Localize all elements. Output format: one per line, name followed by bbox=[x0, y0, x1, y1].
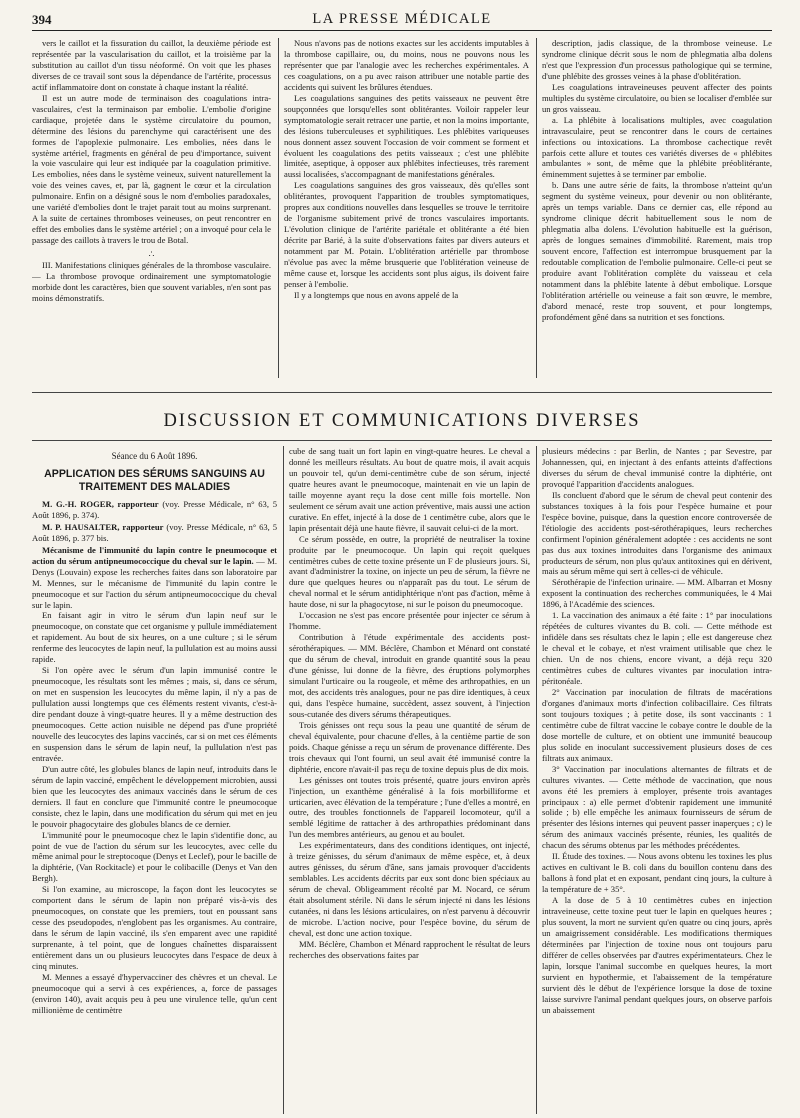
paragraph: vers le caillot et la fissuration du caillot, la deuxième période est représentée par la vascularisation du caillot, et la troisième par la substitution au caillot d'un tissu néoformé. On voit que les phases diverses de ce travail sont sous la dépendance de l'artérite, processus actif inflammatoire dont on constate à chaque instant la réalité. bbox=[32, 38, 271, 92]
paragraph: D'un autre côté, les globules blancs de lapin neuf, introduits dans le sérum de lapin vacciné, empêchent le développement microbien, aussi bien que les leucocytes des animaux vaccinés dans le sérum de ces derniers. Il faut en conclure que l'immunité contre le pneumocoque consiste, chez le lapin, dans une modification du sérum qui met en jeu le pouvoir phagocytaire des globules blancs de ce dernier. bbox=[32, 763, 277, 829]
page-number: 394 bbox=[32, 12, 52, 27]
paragraph: description, jadis classique, de la thrombose veineuse. Le syndrome clinique décrit sous le nom de phlegmatia alba dolens n'est que l'expression d'un processus pathologique qui se termine, d'une phlébite des grosses veines à la phase d'oblitération. bbox=[542, 38, 772, 81]
paragraph: III. Manifestations cliniques générales de la thrombose vasculaire. — La thrombose provoque ordinairement une symptomatologie morbide dont les caractères, bien que souvent variables, n'en sont pas moins démonstratifs. bbox=[32, 260, 271, 303]
separator-dots: ∴ bbox=[148, 249, 155, 260]
paragraph: En faisant agir in vitro le sérum d'un lapin neuf sur le pneumocoque, on constate que cet organisme y pullule immédiatement et rapidement. Au bout de six heures, on a une culture ; si le sérum renferme des leucocytes de lapin neuf, la pullulation est au moins aussi rapide. bbox=[32, 610, 277, 665]
top-column-2 bbox=[284, 38, 529, 380]
section-divider bbox=[32, 392, 772, 393]
paragraph: L'immunité pour le pneumocoque chez le lapin s'identifie donc, au point de vue de l'action du sérum sur les leucocytes, avec celle du même animal pour le streptocoque (Denys et Leclef), pour le bacille de la diphtérie, (Van Rockitacle) et pour le colibacille (Denys et Van den Bergh). bbox=[32, 829, 277, 884]
paragraph: b. Dans une autre série de faits, la thrombose n'atteint qu'un segment du système veineux, pour devenir ou non oblitérante, après un temps variable. Dans ce dernier cas, elle répond au syndrome clinique décrit habituellement sous le nom de phlegmatia alba dolens. L'évolution habituelle est la guérison, après de longues semaines d'immobilité. Rarement, mais trop souvent encore, l'affection est interrompue brusquement par la redoutable complication de l'embolie pulmonaire. Celle-ci peut se produire avant l'oblitération complète du vaisseau et cela notamment dans la phlébite latente à début embolique. Lorsque l'oblitération artérielle ou veineuse a fait son œuvre, le membre, d'abord menacé, reste trop souvent, et pour longtemps, profondément gêné dans sa nutrition et ses fonctions. bbox=[542, 180, 772, 322]
seance-date: Séance du 6 Août 1896. bbox=[111, 451, 198, 461]
bottom-column-2 bbox=[289, 446, 530, 1114]
paragraph: Il y a longtemps que nous en avons appelé de la bbox=[294, 289, 459, 300]
paragraph: MM. Béclère, Chambon et Ménard rapprochent le résultat de leurs recherches des observations faites par bbox=[289, 938, 530, 960]
paragraph: plusieurs médecins : par Berlin, de Nantes ; par Sevestre, par Johannessen, qui, en injectant à des enfants atteints d'affections diverses du sérum de cheval immunisé contre la diphtérie, ont provoqué l'apparition d'accidents analogues. bbox=[542, 446, 772, 489]
paragraph: Nous n'avons pas de notions exactes sur les accidents imputables à la thrombose capillaire, ou, du moins, nous ne pouvons nous les représenter que par l'analogie avec les recherches expérimentales. A ces coagulations, on a pu avec raison attribuer une notable partie des accidents qui suivent les brûlures étendues. bbox=[284, 38, 529, 92]
rapporteur-line bbox=[32, 522, 277, 544]
paragraph: Les coagulations sanguines des petits vaisseaux ne peuvent être soupçonnées que lorsqu'elles sont oblitérantes. Voiloir rappeler leur symptomatologie serait retracer une partie, et non la moins importante, des lésions tuberculeuses et syphilitiques. Les phlébites variqueuses nous donnent assez souvent l'occasion de voir comment se forment et évoluent les coagulations des petits vaisseaux ; c'est une phlébite limitée, aseptique, à opposer aux phlébites infectieuses, très rarement aussi localisées, s'accompagnant de manifestations générales. bbox=[284, 92, 529, 180]
rapporteur-name: M. G.-H. ROGER, rapporteur bbox=[42, 498, 159, 509]
paragraph: Ce sérum possède, en outre, la propriété de neutraliser la toxine produite par le pneumocoque. Un lapin qui reçoit quelques centimètres cubes de cette toxine présente un F de plusieurs jours. Si, avant d'administrer la toxine, on injecte un peu de sérum, la fièvre ne dure que quelques heures ou n'apparaît pas du tout. Le sérum de cheval normal et le sérum antidiphtérique n'ont pas d'action, même à haute dose, ni sur la phagocytose, ni sur le poison du pneumocoque. bbox=[289, 533, 530, 610]
paragraph: 3° Vaccination par inoculations alternantes de filtrats et de cultures vivantes. — Cette méthode de vaccination, que nous avons été les premiers à employer, présente trois avantages principaux : a) elle permet d'obtenir rapidement une immunité solide ; b) elle empêche les animaux fournisseurs de sérum de présenter des lésions internes qui peuvent passer inaperçues ; c) le sérum des animaux vaccinés présente, réunies, les qualités de chacun des sérums obtenus par les méthodes précédentes. bbox=[542, 763, 772, 851]
paragraph: Les génisses ont toutes trois présenté, quatre jours environ après l'injection, un exanthème généralisé à la fois morbilliforme et urticarien, avec élévation de la température ; l'une d'elles a montré, en outre, des troubles fonctionnels de l'appareil locomoteur, qu'il a semblé légitime de rattacher à des arthropathies prédominant dans l'un des membres antérieurs, au genou et au boulet. bbox=[289, 774, 530, 840]
paragraph: cube de sang tuait un fort lapin en vingt-quatre heures. Le cheval a donné les meilleurs résultats. Au bout de quatre mois, il avait acquis un pouvoir tel, qu'un demi-centimètre cube de son sérum, injecté quatre heures avant le pneumocoque, maintenait en vie un lapin de taille moyenne ayant reçu la dose cent mille fois mortelle. Non seulement ce sérum avait une action préventive, mais aussi une action curative. En effet, injecté à la dose de 1 centimètre cube, alors que le lapin présentait déjà une haute fièvre, il sauvait celui-ci de la mort. bbox=[289, 446, 530, 533]
bottom-column-3 bbox=[542, 446, 772, 1114]
section-divider bbox=[32, 440, 772, 441]
paragraph: Les coagulations sanguines des gros vaisseaux, dès qu'elles sont oblitérantes, provoquent l'apparition de troubles symptomatiques, propres aux conditions nouvelles dans lesquelles se trouve le territoire de l'organisme subitement privé de troncs vasculaires importants. L'évolution clinique de l'artérite pariétale et oblitérante a été bien décrite par Barié, à la suite d'observations faites par divers auteurs et notamment par M. Potain. L'oblitération artérielle par thrombose n'évolue pas avec la même brusquerie que l'oblitération veineuse de même cause et, lorsque les accidents sont plus aigus, ils doivent faire penser à l'embolie. bbox=[284, 180, 529, 289]
paragraph: M. Mennes a essayé d'hypervacciner des chèvres et un cheval. Le pneumocoque qui a servi à ces expériences, a, force de passages (environ 140), avait acquis peu à peu une virulence telle, qu'un cent millionième de centimètre bbox=[32, 971, 277, 1015]
bottom-column-1 bbox=[32, 446, 277, 1114]
communication-title: Mécanisme de l'immunité du lapin contre le pneumocoque et action du sérum antipneumococcique du cheval sur le lapin. bbox=[32, 544, 277, 566]
paragraph: Les expérimentateurs, dans des conditions identiques, ont injecté, à treize génisses, du sérum d'animaux de même espèce, et, à deux autres génisses, du sérum d'âne, sans jamais provoquer d'accidents semblables. Les accidents décrits par eux sont donc bien spéciaux au sérum de cheval. Obligeamment récolté par M. Nocard, ce sérum était absolument stérile. Ni dans le sérum injecté ni dans les lésions cutanées, ni dans les lésions articulaires, on n'est parvenu à découvrir de microbe. L'action nocive, pour l'espèce bovine, du sérum de cheval, est donc une action toxique. bbox=[289, 840, 530, 938]
column-divider bbox=[536, 446, 537, 1114]
paragraph: Ils concluent d'abord que le sérum de cheval peut contenir des substances toxiques à la fois pour l'espèce humaine et pour l'espèce bovine, puisque, dans la question encore controversée de l'étiologie des accidents post-sérothérapiques, leurs recherches confirment l'opinion généralement adoptée : ces accidents ne sont pas dus aux toxines introduites dans l'organisme des animaux producteurs de sérum, non plus qu'aux antitoxines qui en dérivent, mais au sérum même qui sert à celles-ci de véhicule. bbox=[542, 489, 772, 577]
session-heading: APPLICATION DES SÉRUMS SANGUINS AU TRAITEMENT DES MALADIES bbox=[44, 467, 265, 493]
column-divider bbox=[278, 38, 279, 378]
paragraph bbox=[32, 545, 277, 611]
paragraph: 1. La vaccination des animaux a été faite : 1° par inoculations répétées de cultures vivantes du B. coli. — Cette méthode est infidèle dans ses résultats chez le lapin ; elle est dangereuse chez le cheval et le cobaye, et n'est vraiment utilisable que chez le chien. Un de nos chiens, encore vivant, a déjà reçu 320 centimètres cubes de cultures vivantes par inoculation intra-péritonéale. bbox=[542, 610, 772, 687]
paragraph: a. La phlébite à localisations multiples, avec coagulation intravasculaire, peut se rencontrer dans le cours de certaines infections ou intoxications. La thrombose cachectique revêt parfois cette allure et toutes ces variétés diverses de « phlébites ambulantes » sont, de même que la phlébite préoblitérante, éminemment sujettes à se terminer par embolie. bbox=[542, 114, 772, 180]
journal-title: LA PRESSE MÉDICALE bbox=[312, 11, 492, 27]
paragraph: Sérothérapie de l'infection urinaire. — MM. Albarran et Mosny exposent la continuation des recherches communiquées, le 4 Mai 1896, à l'Académie des sciences. bbox=[542, 577, 772, 610]
paragraph: Si l'on opère avec le sérum d'un lapin immunisé contre le pneumocoque, les résultats sont les mêmes ; mais, si, dans ce sérum, on met en suspension les leucocytes du même lapin, il n'y a pas de pullulation aussi longtemps que ces éléments restent vivants, c'est-à-dire pendant douze à vingt-quatre heures. Il y a même destruction des pneumocoques. Cette action nuisible ne dépend pas d'une propriété nouvelle des leucocytes des lapins vaccinés, car si on met ces éléments en suspension dans le sérum de lapin neuf, la pullulation n'est pas entravée. bbox=[32, 665, 277, 763]
rapporteur-reference: (voy. Presse Médicale, n° 63, 5 Août 1896, p. 377 bis. bbox=[32, 521, 277, 543]
column-divider bbox=[283, 446, 284, 1114]
rapporteur-line bbox=[32, 499, 277, 521]
paragraph: Les coagulations intraveineuses peuvent affecter des points multiples du système circulatoire, ou bien se localiser d'emblée sur un gros vaisseau. bbox=[542, 81, 772, 114]
paragraph: A la dose de 5 à 10 centimètres cubes en injection intraveineuse, cette toxine peut tuer le lapin en quelques heures ; plus souvent, la mort ne survient qu'en quatre ou cinq jours, après un amaigrissement considérable. Les modifications thermiques déterminées par l'injection de toxine nous ont toujours paru différer de celles observées par d'autres expérimentateurs. Chez le lapin, lorsque l'animal succombe en quelques heures, la mort survient en hypothermie, et l'abaissement de la température survient dès le début de l'expérience lorsque la dose de toxine laisse survivre l'animal pendant quelques jours, on observe parfois un abaissement bbox=[542, 895, 772, 1015]
paragraph: Il est un autre mode de terminaison des coagulations intra-vasculaires, c'est la terminaison par embolie. L'embolie d'origine cardiaque, projetée dans le système circulatoire du poumon, détermine des lésions du parenchyme qui caractérisent une des formes de l'apoplexie pulmonaire. Les embolies, nées dans le système artériel, fragments en général de peu d'importance, suivent la voie vasculaire qui leur est indiquée par la coagulation primitive. Les embolies, nées dans le système veineux, suivent naturellement la voie des veines caves, et, par là, gagnent le cœur et la circulation pulmonaire. Enfin on a désigné sous le nom d'embolies paradoxales, une variété d'embolies dont le trajet parait tout au moins surprenant. A la suite de certaines thromboses veineuses, on peut rencontrer en effet des embolies dans le système artériel ; on a invoqué pour cela le passage des caillots à travers le trou de Botal. bbox=[32, 92, 271, 246]
paragraph: Trois génisses ont reçu sous la peau une quantité de sérum de cheval équivalente, pour chacune d'elles, à la centième partie de son poids. Chaque génisse a reçu un sérum de provenance différente. Des trois chevaux qui l'ont fourni, un seul avait été immunisé contre la diphtérie, encore n'avait-il pas reçu de toxine depuis plus de dix mois. bbox=[289, 719, 530, 774]
rapporteur-name: M. P. HAUSALTER, rapporteur bbox=[42, 521, 164, 532]
paragraph: L'occasion ne s'est pas encore présentée pour injecter ce sérum à l'homme. bbox=[289, 610, 530, 632]
column-divider bbox=[536, 38, 537, 378]
communication-text: — M. Denys (Louvain) expose les recherches faites dans son laboratoire par M. Mennes, sur le mécanisme de l'immunité du lapin contre le pneumocoque et sur l'action du sérum antipneumococcique du cheval sur le lapin. bbox=[32, 555, 277, 610]
section-title: DISCUSSION ET COMMUNICATIONS DIVERSES bbox=[163, 411, 641, 431]
paragraph: Contribution à l'étude expérimentale des accidents post-sérothérapiques. — MM. Béclère, Chambon et Ménard ont constaté que du sérum de cheval, introduit en grande quantité sous la peau d'une génisse, lui donne de la fièvre, des éruptions polymorphes simulant l'urticaire ou la rougeole, et même des arthropathies, en un mot, des accidents très analogues, pour ne pas dire identiques, à ceux qui, dans l'espèce humaine, succèdent, assez souvent, à l'injection sous-cutanée des divers sérums thérapeutiques. bbox=[289, 632, 530, 719]
paragraph: 2° Vaccination par inoculation de filtrats de macérations d'organes d'animaux morts d'infection colibacillaire. Ces filtrats sont toujours toxiques ; à petite dose, ils sont vaccinants : 1 centimètre cube de filtrat vaccine le cobaye contre le double de la dose mortelle de culture, et on obtient une immunité beaucoup plus solide en inoculant successivement plusieurs doses de ces filtrats aux animaux. bbox=[542, 686, 772, 763]
top-column-3 bbox=[542, 38, 772, 380]
page-header bbox=[32, 10, 772, 31]
rapporteur-reference: (voy. Presse Médicale, n° 63, 5 Août 1896, p. 374). bbox=[32, 498, 277, 520]
top-column-1 bbox=[32, 38, 271, 380]
paragraph: Si l'on examine, au microscope, la façon dont les leucocytes se comportent dans le sérum de lapin non préparé vis-à-vis des pneumocoques, on constate que les premiers, tout en poussant sans cesse des pseudopodes, n'englobent pas les organismes. Au contraire, dans le sérum de lapin vacciné, ils s'en emparent avec une rapidité surprenante, à tel point, que de longues chaînettes disparaissent entièrement dans un ou plusieurs leucocytes dans l'espace de deux à cinq minutes. bbox=[32, 884, 277, 971]
paragraph: II. Étude des toxines. — Nous avons obtenu les toxines les plus actives en cultivant le B. coli dans du bouillon contenu dans des ballons à fond plat et en exposant, pendant cinq jours, la culture à la température de + 35°. bbox=[542, 851, 772, 895]
